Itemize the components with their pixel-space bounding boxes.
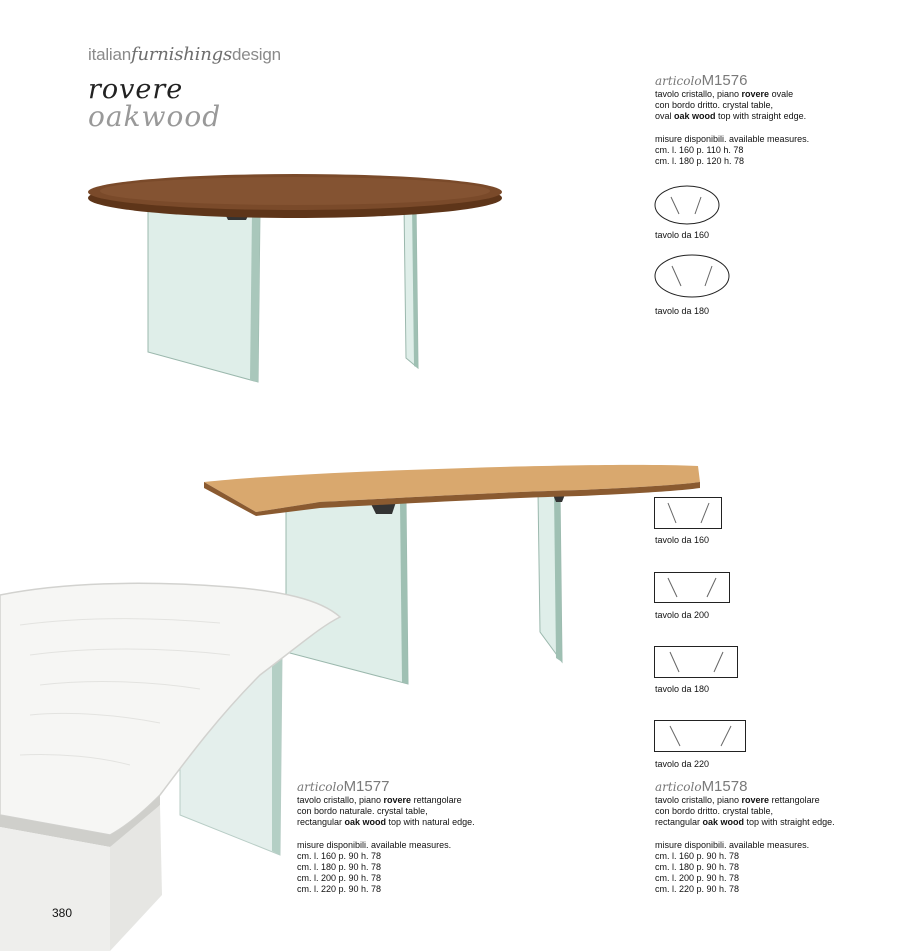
description-line: oval oak wood top with straight edge. <box>655 111 807 122</box>
section-title-english: oakwood <box>88 100 222 133</box>
diagram-rect-220 <box>654 720 748 753</box>
description-line: con bordo dritto. crystal table, <box>655 100 774 111</box>
measure-line: cm. l. 160 p. 110 h. 78 <box>655 144 744 155</box>
measure-line: cm. l. 160 p. 90 h. 78 <box>655 850 740 861</box>
description-line: rectangular oak wood top with natural edge. <box>297 817 475 828</box>
measure-line: cm. l. 200 p. 90 h. 78 <box>297 873 382 884</box>
article-code: M1577 <box>343 778 390 795</box>
measure-line: cm. l. 200 p. 90 h. 78 <box>655 873 740 884</box>
diagram-oval-180 <box>654 254 732 300</box>
brand-wordmark <box>88 44 281 65</box>
diagram-caption: tavolo da 180 <box>655 306 710 316</box>
description-line: tavolo cristallo, piano rovere rettangolare <box>297 795 462 805</box>
product-info-m1576 <box>655 72 809 167</box>
diagram-caption: tavolo da 160 <box>655 535 710 545</box>
measures-title: misure disponibili. available measures. <box>655 839 810 850</box>
description-line: tavolo cristallo, piano rovere ovale <box>655 89 794 99</box>
diagram-oval-160 <box>654 185 720 227</box>
measures-title: misure disponibili. available measures. <box>297 839 452 850</box>
brand-prefix: italian <box>88 45 132 64</box>
description-line: con bordo naturale. crystal table, <box>297 806 428 817</box>
article-heading: articoloM1577 <box>297 778 390 795</box>
product-info-m1578 <box>655 778 835 896</box>
description-line: tavolo cristallo, piano rovere rettangolare <box>655 795 820 805</box>
section-title-italian: rovere <box>88 74 184 105</box>
measure-line: cm. l. 160 p. 90 h. 78 <box>297 850 382 861</box>
diagram-caption: tavolo da 160 <box>655 230 710 240</box>
product-info-m1577 <box>297 778 475 896</box>
product-image-m1576 <box>80 170 510 395</box>
diagram-caption: tavolo da 200 <box>655 610 710 620</box>
measure-line: cm. l. 220 p. 90 h. 78 <box>297 884 382 895</box>
article-code: M1576 <box>701 72 748 89</box>
article-code: M1578 <box>701 778 748 795</box>
diagram-caption: tavolo da 220 <box>655 759 710 769</box>
diagram-caption: tavolo da 180 <box>655 684 710 694</box>
diagram-rect-200 <box>654 572 732 604</box>
brand-suffix: design <box>231 45 281 64</box>
measure-line: cm. l. 180 p. 90 h. 78 <box>655 862 740 873</box>
diagram-rect-180 <box>654 646 740 679</box>
page-number: 380 <box>52 906 73 920</box>
description-line: rectangular oak wood top with straight edge. <box>655 817 835 828</box>
product-image-m1577 <box>0 565 345 951</box>
article-heading: articoloM1576 <box>655 72 748 89</box>
description-line: con bordo dritto. crystal table, <box>655 806 774 817</box>
measure-line: cm. l. 180 p. 120 h. 78 <box>655 156 745 167</box>
brand-script: furnishings <box>131 44 232 65</box>
diagram-rect-160 <box>654 497 724 531</box>
measure-line: cm. l. 220 p. 90 h. 78 <box>655 884 740 895</box>
article-heading: articoloM1578 <box>655 778 748 795</box>
measures-title: misure disponibili. available measures. <box>655 133 810 144</box>
measure-line: cm. l. 180 p. 90 h. 78 <box>297 862 382 873</box>
